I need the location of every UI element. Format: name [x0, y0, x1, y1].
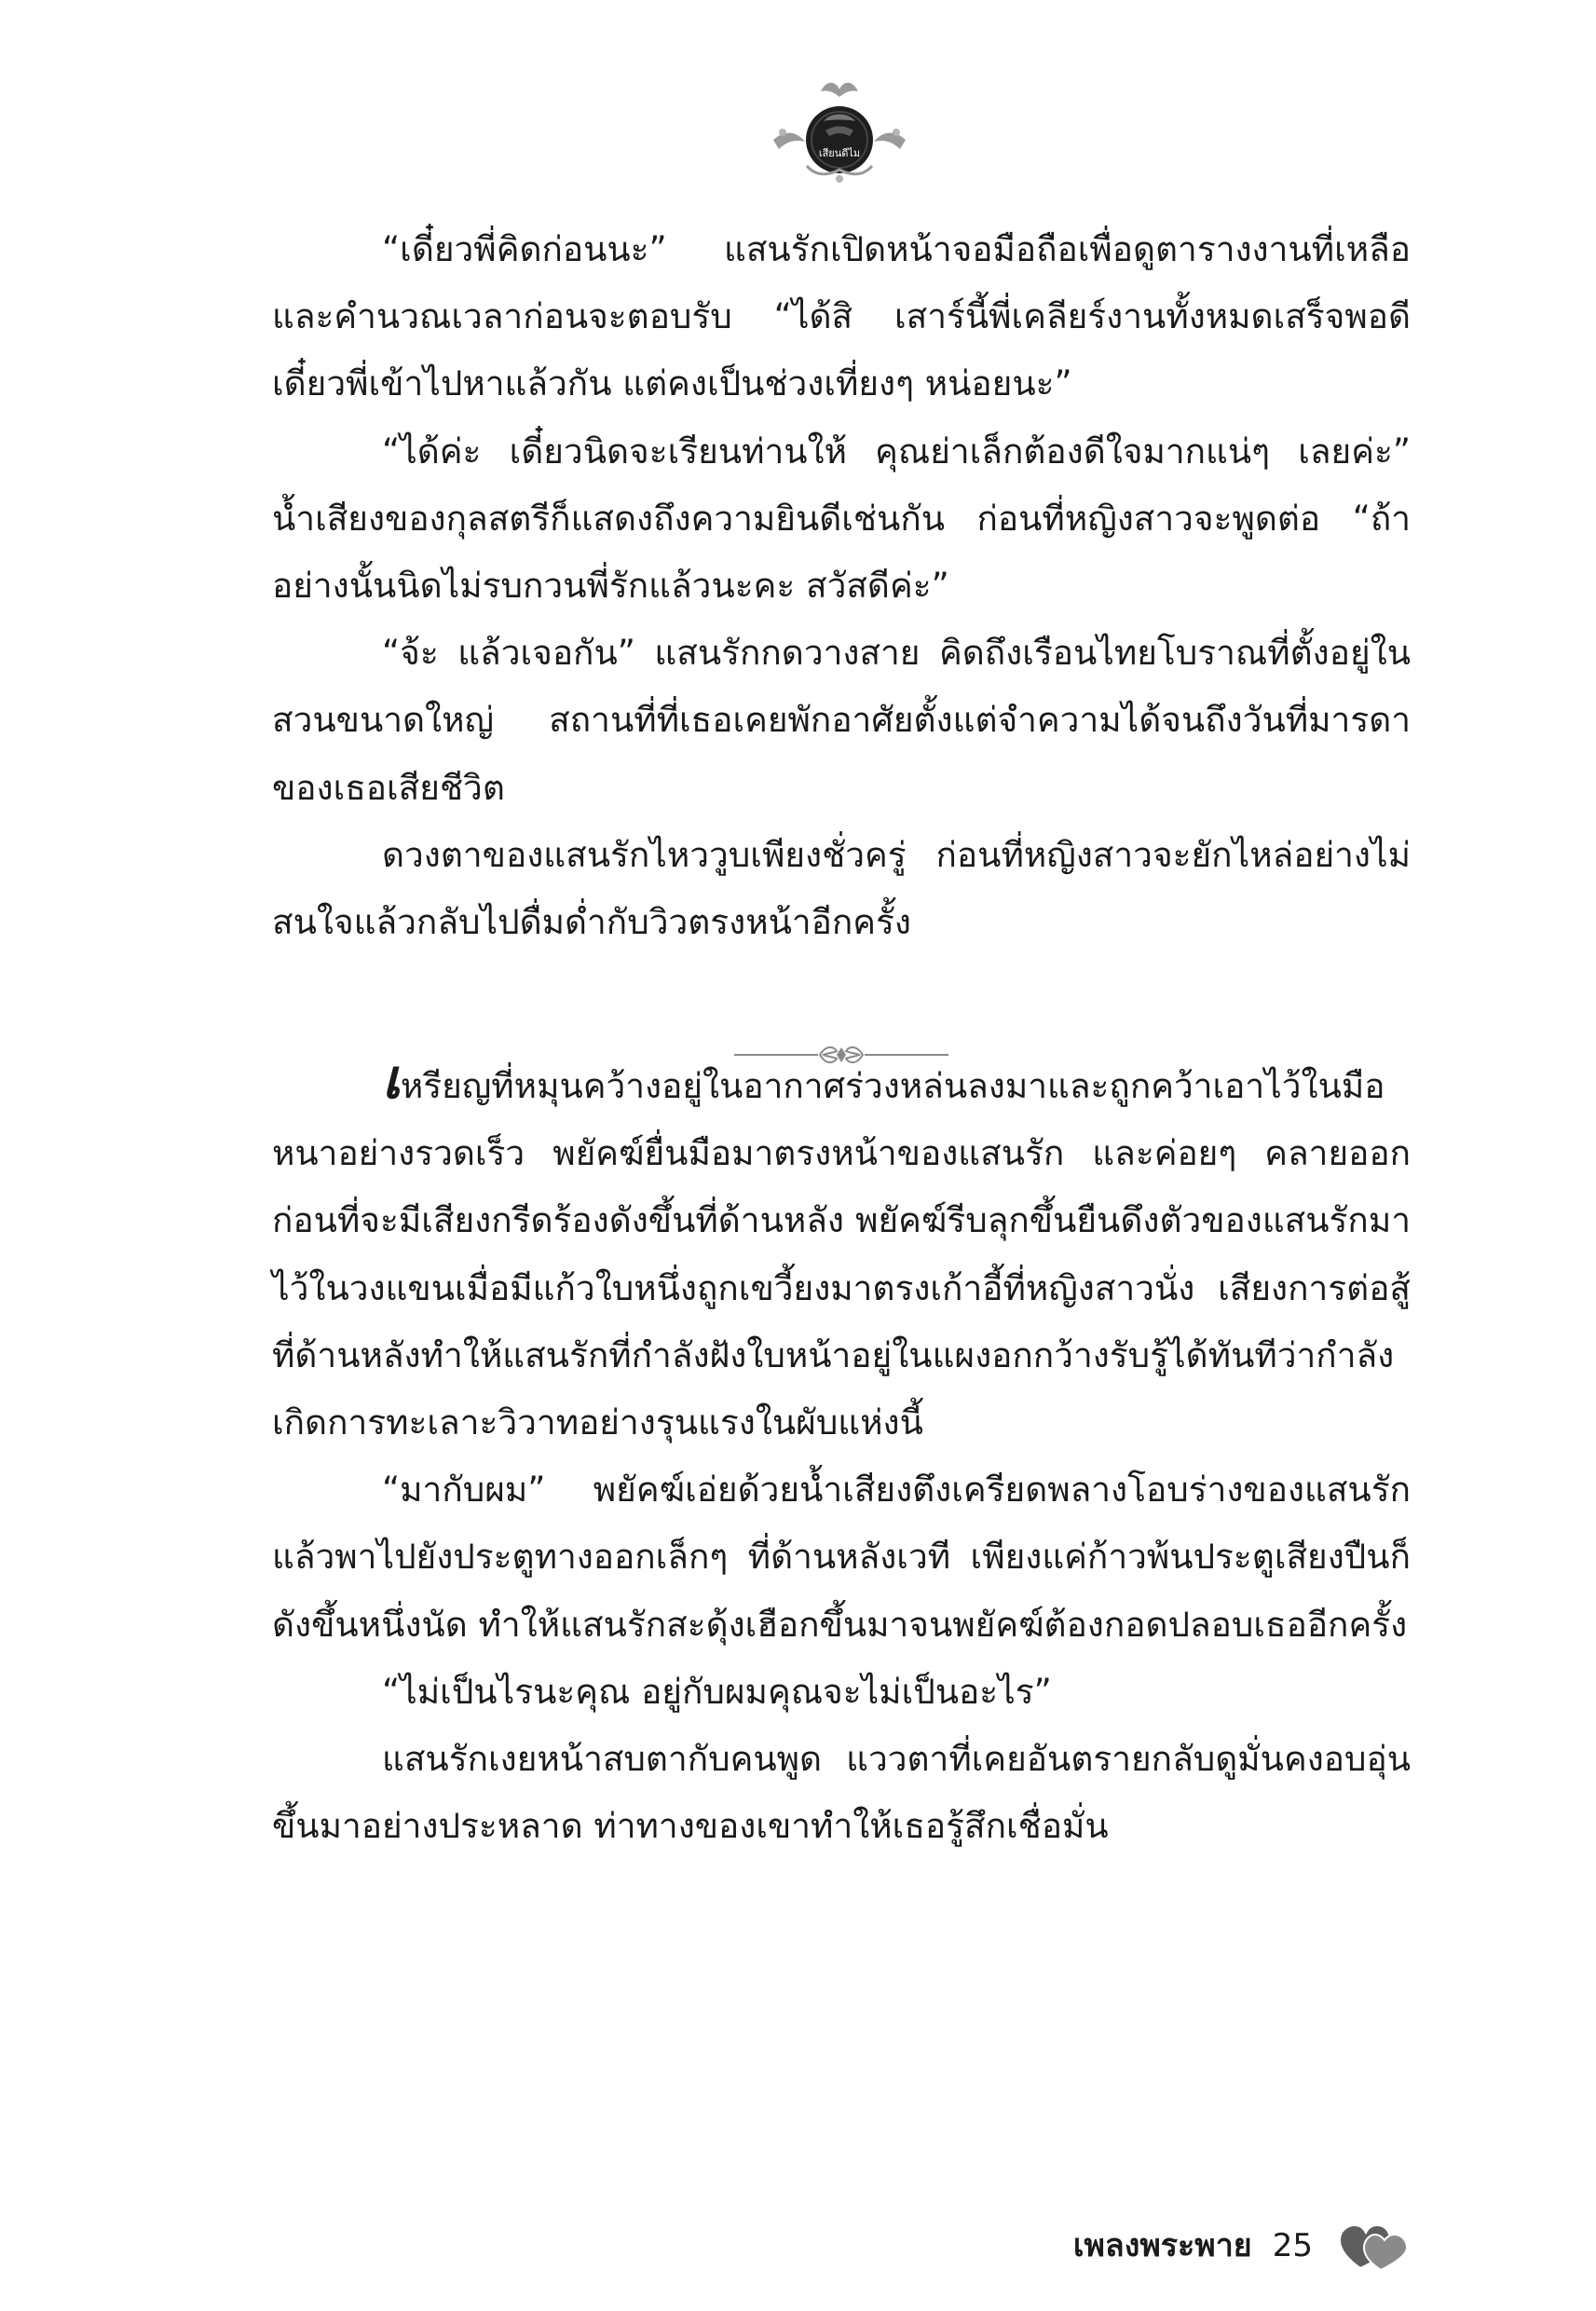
paragraph-text: หรียญที่หมุนคว้างอยู่ในอากาศร่วงหล่นลงมาและถูกคว้าเอาไว้ในมือหนาอย่างรวดเร็ว พยัคฆ์ยื่นมือมาตรงหน้าของแสนรัก และค่อยๆ คลายออกก่อนที่จะมีเสียงกรีดร้องดังขึ้นที่ด้านหลัง พยัคฆ์รีบลุกขึ้นยืนดึงตัวของแสนรักมาไว้ในวงแขนเมื่อมีแก้วใบหนึ่งถูกเขวี้ยงมาตรงเก้าอี้ที่หญิงสาวนั่ง เสียงการต่อสู้ที่ด้านหลังทำให้แสนรักที่กำลังฝังใบหน้าอยู่ในแผงอกกว้างรับรู้ได้ทันทีว่ากำลังเกิดการทะเลาะวิวาทอย่างรุนแรงในผับแห่งนี้ [272, 1066, 1411, 1443]
paragraph: แสนรักเงยหน้าสบตากับคนพูด แววตาที่เคยอันตรายกลับดูมั่นคงอบอุ่นขึ้นมาอย่างประหลาด ท่าทางของเขาทำให้เธอรู้สึกเชื่อมั่น [272, 1739, 1411, 1847]
paragraph-with-dropcap [272, 1047, 1411, 1456]
publisher-logo [770, 75, 909, 186]
section-one [272, 216, 1411, 956]
page-number: 25 [1272, 2227, 1313, 2264]
drop-cap: เ [382, 1047, 401, 1111]
book-title: เพลงพระพาย [1072, 2227, 1252, 2264]
page-footer [1073, 2225, 1313, 2266]
paragraph: “ไม่เป็นไรนะคุณ อยู่กับผมคุณจะไม่เป็นอะไร” [382, 1671, 1052, 1712]
paragraph: “จ้ะ แล้วเจอกัน” แสนรักกดวางสาย คิดถึงเรือนไทยโบราณที่ตั้งอยู่ในสวนขนาดใหญ่ สถานที่ที่เธอเคยพักอาศัยตั้งแต่จำความได้จนถึงวันที่มารดาของเธอเสียชีวิต [272, 633, 1411, 808]
hearts-icon [1340, 2223, 1407, 2272]
paragraph: “เดี๋ยวพี่คิดก่อนนะ” แสนรักเปิดหน้าจอมือถือเพื่อดูตารางงานที่เหลือและคำนวณเวลาก่อนจะตอบรับ “ได้สิ เสาร์นี้พี่เคลียร์งานทั้งหมดเสร็จพอดี เดี๋ยวพี่เข้าไปหาแล้วกัน แต่คงเป็นช่วงเที่ยงๆ หน่อยนะ” [272, 229, 1411, 404]
logo-text: เสียนดีไม [818, 147, 861, 159]
logo-emblem-icon [770, 75, 909, 186]
paragraph: ดวงตาของแสนรักไหววูบเพียงชั่วครู่ ก่อนที่หญิงสาวจะยักไหล่อย่างไม่สนใจแล้วกลับไปดื่มด่ำกับวิวตรงหน้าอีกครั้ง [272, 834, 1411, 943]
paragraph: “ได้ค่ะ เดี๋ยวนิดจะเรียนท่านให้ คุณย่าเล็กต้องดีใจมากแน่ๆ เลยค่ะ” น้ำเสียงของกุลสตรีก็แสดงถึงความยินดีเช่นกัน ก่อนที่หญิงสาวจะพูดต่อ “ถ้าอย่างนั้นนิดไม่รบกวนพี่รักแล้วนะคะ สวัสดีค่ะ” [272, 431, 1411, 607]
paragraph: “มากับผม” พยัคฆ์เอ่ยด้วยน้ำเสียงตึงเครียดพลางโอบร่างของแสนรักแล้วพาไปยังประตูทางออกเล็กๆ ที่ด้านหลังเวที เพียงแค่ก้าวพ้นประตูเสียงปืนก็ดังขึ้นหนึ่งนัด ทำให้แสนรักสะดุ้งเฮือกขึ้นมาจนพยัคฆ์ต้องกอดปลอบเธออีกครั้ง [272, 1470, 1411, 1645]
section-two [272, 1047, 1411, 1860]
